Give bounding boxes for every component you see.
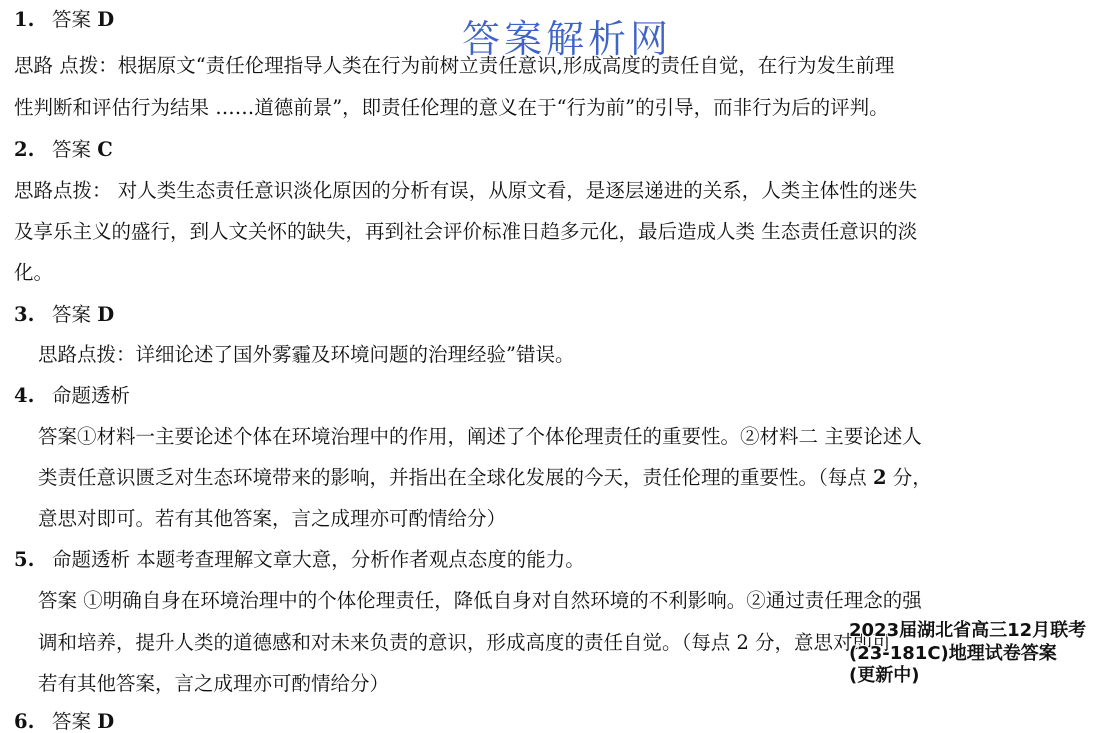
answer-letter: C xyxy=(97,138,113,161)
answer-2-explanation-line-1: 思路点拨： 对人类生态责任意识淡化原因的分析有误，从原文看，是逐层递进的关系，人类主体性的迷失 xyxy=(14,179,918,202)
answer-label: 答案 xyxy=(52,303,98,326)
answer-letter: D xyxy=(97,710,115,733)
answer-4-line-2 xyxy=(38,467,932,489)
answer-3-heading xyxy=(14,304,114,326)
answer-1-explanation-line-2: 性判断和评估行为结果 ……道德前景”，即责任伦理的意义在于“行为前”的引导，而非行为后的评判。 xyxy=(14,96,889,119)
answer-5-line-2: 调和培养，提升人类的道德感和对未来负责的意识，形成高度的责任自觉。（每点 2 分，意思对即可。 xyxy=(38,631,912,654)
answer-5-heading xyxy=(14,549,585,571)
answer-4-line-3: 意思对即可。若有其他答案，言之成理亦可酌情给分） xyxy=(38,507,507,530)
answer-2-explanation-line-3: 化。 xyxy=(14,261,54,284)
answer-2-heading xyxy=(14,139,113,161)
answer-label: 答案 xyxy=(52,710,98,733)
score-number: 2 xyxy=(872,466,887,489)
question-number: 6. xyxy=(14,710,35,733)
analysis-label: 命题透析 本题考查理解文章大意，分析作者观点态度的能力。 xyxy=(52,548,585,571)
watermark-logo: 答案解析网 xyxy=(462,17,673,61)
answer-4-line-2-suffix: 分， xyxy=(886,466,932,489)
answer-1-heading xyxy=(14,9,114,31)
question-number: 4. xyxy=(14,384,35,407)
answer-2-explanation-line-2: 及享乐主义的盛行，到人文关怀的缺失，再到社会评价标准日趋多元化，最后造成人类 生态责任意识的淡 xyxy=(14,220,918,243)
answer-5-line-1: 答案 ①明确自身在环境治理中的个体伦理责任，降低自身对自然环境的不利影响。②通过责任理念的强 xyxy=(38,589,922,612)
answer-3-explanation-line-1: 思路点拨：详细论述了国外雾霾及环境问题的治理经验”错误。 xyxy=(38,343,575,366)
answer-letter: D xyxy=(97,8,115,31)
analysis-label: 命题透析 xyxy=(52,384,131,407)
question-number: 1. xyxy=(14,8,35,31)
answer-4-line-2-text: 类责任意识匮乏对生态环境带来的影响，并指出在全球化发展的今天，责任伦理的重要性。（每点 xyxy=(38,466,873,489)
question-number: 3. xyxy=(14,303,35,326)
answer-4-line-1: 答案①材料一主要论述个体在环境治理中的作用，阐述了个体伦理责任的重要性。②材料二 主要论述人 xyxy=(38,425,922,448)
question-number: 5. xyxy=(14,548,35,571)
answer-6-heading xyxy=(14,711,114,733)
overlay-line-1: 2023届湖北省高三12月联考 xyxy=(849,620,1087,641)
overlay-line-2: (23-181C)地理试卷答案 xyxy=(849,642,1057,664)
question-number: 2. xyxy=(14,138,35,161)
answer-label: 答案 xyxy=(52,8,98,31)
answer-label: 答案 xyxy=(52,138,98,161)
answer-1-explanation-line-1: 思路 点拨：根据原文“责任伦理指导人类在行为前树立责任意识,形成高度的责任自觉，在行为发生前理 xyxy=(14,54,895,77)
answer-5-line-3: 若有其他答案，言之成理亦可酌情给分） xyxy=(38,672,390,695)
overlay-line-3: (更新中) xyxy=(849,665,920,686)
answer-letter: D xyxy=(97,303,115,326)
overlay-caption xyxy=(849,620,1111,688)
answer-4-heading xyxy=(14,385,130,407)
